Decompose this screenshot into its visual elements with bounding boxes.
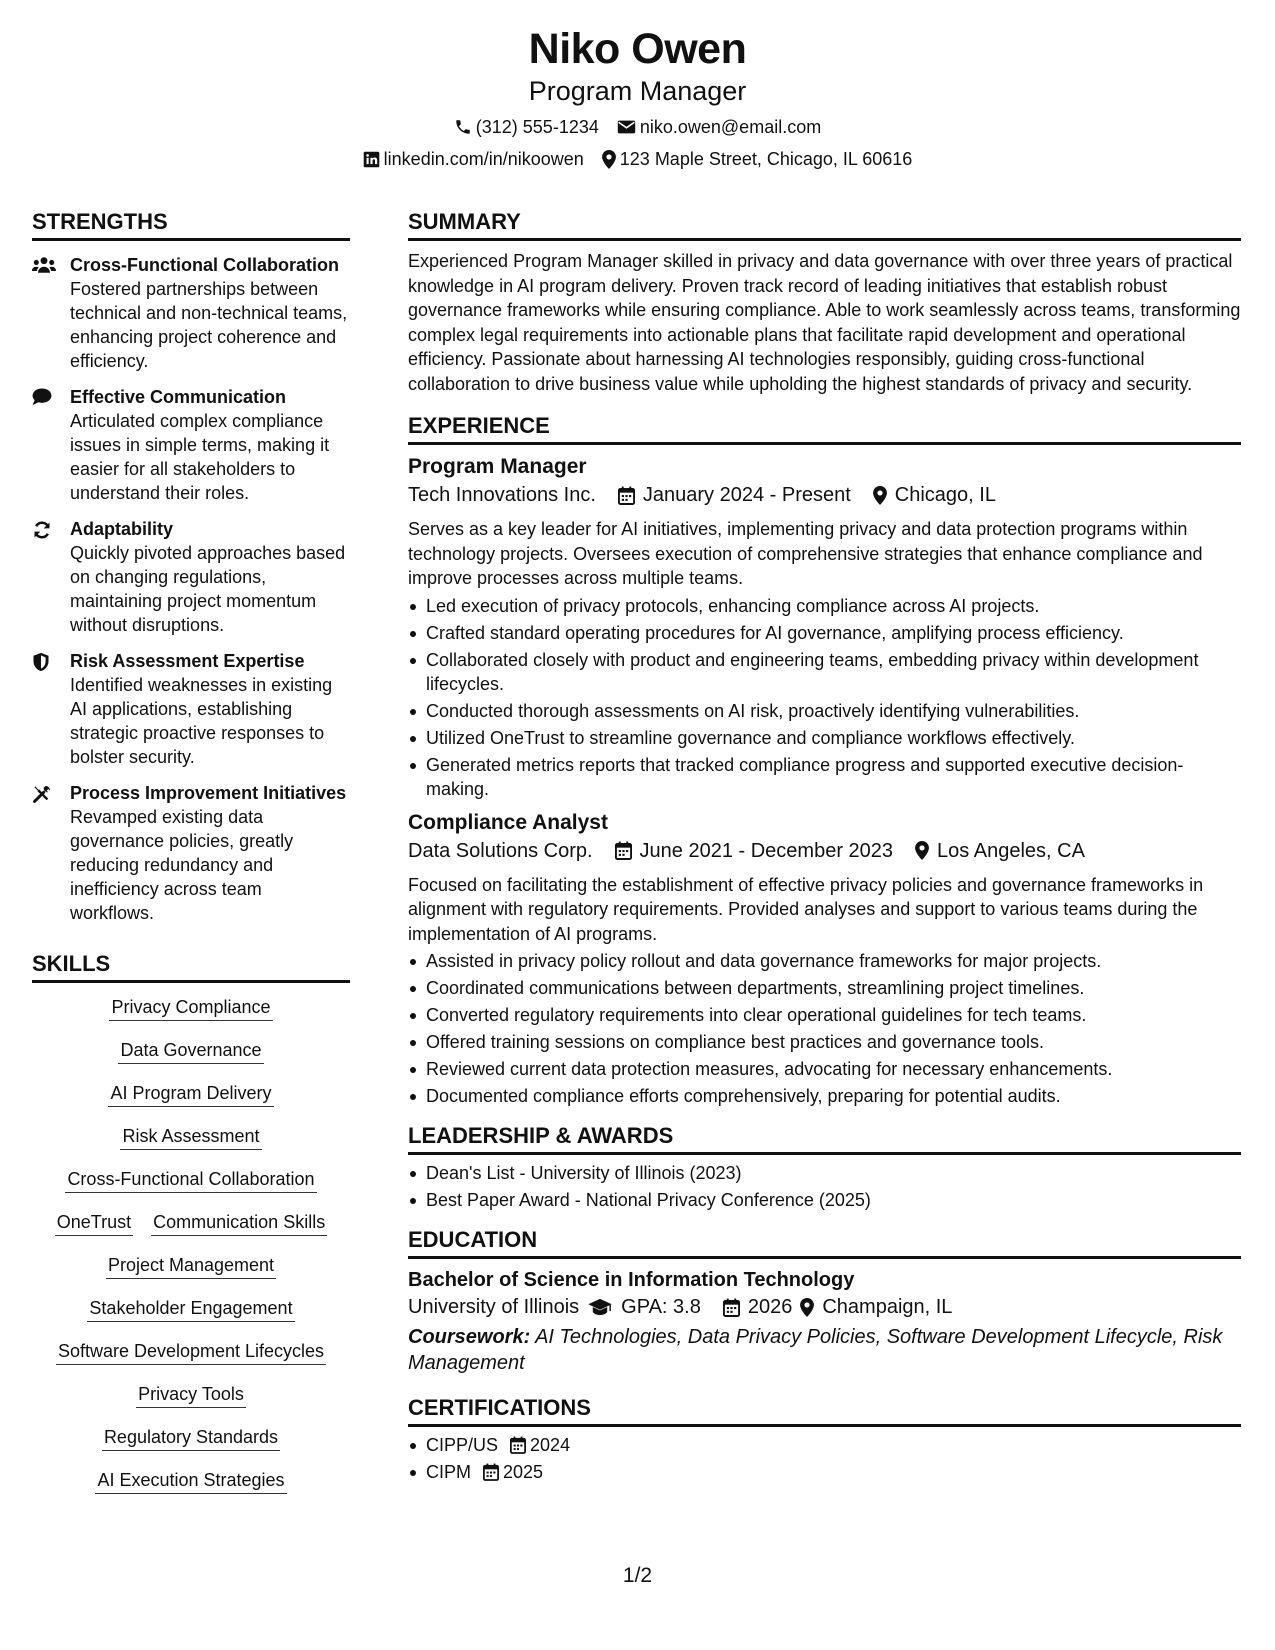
- contact-address: [602, 146, 913, 172]
- skill-tag: OneTrust: [55, 1210, 133, 1236]
- list-item: Reviewed current data protection measures, advocating for necessary enhancements.: [408, 1057, 1241, 1081]
- list-item: Documented compliance efforts comprehensively, preparing for potential audits.: [408, 1084, 1241, 1108]
- strength-title: Risk Assessment Expertise: [70, 651, 305, 671]
- job-company: Tech Innovations Inc.: [408, 484, 596, 506]
- skill-row: [118, 1038, 263, 1064]
- envelope-icon: [617, 119, 636, 135]
- job-dates: January 2024 - Present: [642, 484, 851, 506]
- linkedin-icon: [363, 151, 380, 168]
- skill-tag: Software Development Lifecycles: [56, 1339, 326, 1365]
- graduation-cap-icon: [587, 1298, 613, 1316]
- strength-desc: Revamped existing data governance policies, greatly reducing redundancy and inefficiency across team workflows.: [70, 807, 294, 923]
- page-number: 1/2: [622, 1564, 653, 1587]
- linkedin-text: linkedin.com/in/nikoowen: [383, 149, 584, 169]
- strength-item: [32, 649, 350, 769]
- gpa-text: GPA: 3.8: [621, 1296, 701, 1318]
- map-pin-icon: [873, 486, 887, 505]
- experience-title: EXPERIENCE: [408, 412, 1241, 445]
- summary-title: SUMMARY: [408, 208, 1241, 241]
- job-dates: June 2021 - December 2023: [639, 839, 894, 862]
- list-item: [408, 1460, 1241, 1484]
- skill-row: [102, 1425, 280, 1451]
- job-location: Los Angeles, CA: [937, 839, 1085, 862]
- skills-title: SKILLS: [32, 950, 350, 983]
- list-item: Generated metrics reports that tracked compliance progress and supported executive decision-making.: [408, 753, 1241, 801]
- skill-row: [55, 1210, 327, 1236]
- skill-row: [95, 1468, 286, 1494]
- strength-item: [32, 517, 350, 637]
- skill-tag: Stakeholder Engagement: [87, 1296, 294, 1322]
- strength-desc: Articulated complex compliance issues in simple terms, making it easier for all stakeholders to understand their roles.: [70, 411, 330, 503]
- candidate-name: Niko Owen: [528, 25, 747, 73]
- resume-header: [0, 22, 1275, 172]
- shield-icon: [32, 652, 50, 672]
- job-title: Program Manager: [408, 455, 587, 478]
- skill-row: [109, 995, 272, 1021]
- right-column: [408, 208, 1241, 1484]
- left-column: [32, 208, 350, 1511]
- strengths-title: STRENGTHS: [32, 208, 350, 241]
- school-location: Champaign, IL: [822, 1296, 953, 1318]
- list-item: Utilized OneTrust to streamline governance and compliance workflows effectively.: [408, 726, 1241, 750]
- degree-title: Bachelor of Science in Information Technology: [408, 1269, 855, 1291]
- skill-tag: Privacy Compliance: [109, 995, 272, 1021]
- phone-text: (312) 555-1234: [475, 117, 599, 137]
- job-company: Data Solutions Corp.: [408, 839, 593, 862]
- skill-row: [108, 1081, 273, 1107]
- skill-tag: Risk Assessment: [120, 1124, 261, 1150]
- calendar-icon: [723, 1298, 740, 1317]
- job-bullets: [408, 949, 1241, 1108]
- strength-title: Effective Communication: [70, 387, 287, 407]
- contact-linkedin[interactable]: [363, 146, 584, 172]
- skill-tag: Regulatory Standards: [102, 1425, 280, 1451]
- skill-tag: AI Execution Strategies: [95, 1468, 286, 1494]
- leadership-list: [408, 1161, 1241, 1212]
- job-title: Compliance Analyst: [408, 810, 608, 834]
- skill-tag: AI Program Delivery: [108, 1081, 273, 1107]
- contact-row-2: [0, 146, 1275, 172]
- graduation-year: 2026: [747, 1296, 793, 1318]
- speech-bubble-icon: [32, 388, 52, 406]
- cert-year: 2025: [503, 1462, 544, 1482]
- list-item: Dean's List - University of Illinois (2023): [408, 1161, 1241, 1185]
- list-item: Led execution of privacy protocols, enhancing compliance across AI projects.: [408, 594, 1241, 618]
- strength-title: Adaptability: [70, 519, 174, 539]
- job-bullets: [408, 594, 1241, 801]
- job-entry: [408, 453, 1241, 801]
- strength-item: [32, 253, 350, 373]
- skill-tag: Communication Skills: [151, 1210, 327, 1236]
- phone-icon: [454, 118, 472, 136]
- map-pin-icon: [800, 1298, 814, 1317]
- coursework-label: Coursework:: [408, 1326, 531, 1348]
- list-item: Assisted in privacy policy rollout and data governance frameworks for major projects.: [408, 949, 1241, 973]
- job-description: Serves as a key leader for AI initiatives, implementing privacy and data protection programs within technology projects. Oversees execution of comprehensive strategies that enhance compliance and improve processes across multiple teams.: [408, 519, 1203, 588]
- skill-tag: Privacy Tools: [136, 1382, 246, 1408]
- list-item: [408, 1433, 1241, 1457]
- skill-row: [87, 1296, 294, 1322]
- job-meta: [408, 837, 1241, 865]
- job-meta: [408, 481, 1241, 509]
- list-item: Collaborated closely with product and engineering teams, embedding privacy within development lifecycles.: [408, 648, 1241, 696]
- education-title: EDUCATION: [408, 1226, 1241, 1259]
- job-entry: [408, 809, 1241, 1109]
- tools-icon: [32, 784, 52, 804]
- school-name: University of Illinois: [408, 1296, 580, 1318]
- list-item: Conducted thorough assessments on AI risk, proactively identifying vulnerabilities.: [408, 699, 1241, 723]
- candidate-role: Program Manager: [528, 76, 747, 106]
- map-pin-icon: [602, 150, 616, 169]
- skills-list: [32, 995, 350, 1511]
- contact-email[interactable]: [617, 114, 821, 140]
- strength-item: [32, 385, 350, 505]
- calendar-icon: [483, 1463, 499, 1481]
- certifications-title: CERTIFICATIONS: [408, 1394, 1241, 1427]
- strength-title: Process Improvement Initiatives: [70, 783, 347, 803]
- contact-row-1: [0, 114, 1275, 140]
- skill-row: [65, 1167, 316, 1193]
- map-pin-icon: [915, 841, 929, 860]
- certifications-list: [408, 1433, 1241, 1484]
- coursework: [408, 1324, 1241, 1376]
- job-location: Chicago, IL: [894, 484, 996, 506]
- skill-row: [106, 1253, 276, 1279]
- calendar-icon: [510, 1436, 526, 1454]
- email-text: niko.owen@email.com: [639, 117, 822, 137]
- skill-row: [136, 1382, 246, 1408]
- cert-name: CIPM: [426, 1462, 471, 1482]
- strength-desc: Identified weaknesses in existing AI applications, establishing strategic proactive responses to bolster security.: [70, 675, 333, 767]
- skill-tag: Project Management: [106, 1253, 276, 1279]
- skill-tag: Cross-Functional Collaboration: [65, 1167, 316, 1193]
- list-item: Crafted standard operating procedures for AI governance, amplifying process efficiency.: [408, 621, 1241, 645]
- address-text: 123 Maple Street, Chicago, IL 60616: [619, 149, 913, 169]
- summary-text: Experienced Program Manager skilled in privacy and data governance with over three years of practical knowledge in AI program delivery. Proven track record of leading initiatives that establish robust governance frameworks while ensuring compliance. Able to work seamlessly across teams, transforming complex legal requirements into actionable plans that facilitate rapid development and operational efficiency. Passionate about harnessing AI technologies responsibly, guiding cross-functional collaboration to drive business value while upholding the highest standards of privacy and security.: [408, 251, 1241, 394]
- cert-name: CIPP/US: [426, 1435, 499, 1455]
- leadership-title: LEADERSHIP & AWARDS: [408, 1122, 1241, 1155]
- list-item: Converted regulatory requirements into clear operational guidelines for tech teams.: [408, 1003, 1241, 1027]
- education-meta: [408, 1293, 1241, 1321]
- job-description: Focused on facilitating the establishment of effective privacy policies and governance frameworks in alignment with regulatory requirements. Provided analyses and support to various teams during the implementation of AI programs.: [408, 874, 1204, 944]
- strength-desc: Fostered partnerships between technical and non-technical teams, enhancing project coherence and efficiency.: [70, 279, 348, 371]
- users-icon: [32, 256, 56, 274]
- calendar-icon: [615, 841, 632, 860]
- coursework-list: AI Technologies, Data Privacy Policies, Software Development Lifecycle, Risk Management: [408, 1326, 1223, 1374]
- list-item: Best Paper Award - National Privacy Conference (2025): [408, 1188, 1241, 1212]
- cert-year: 2024: [530, 1435, 571, 1455]
- strength-item: [32, 781, 350, 925]
- strength-title: Cross-Functional Collaboration: [70, 255, 340, 275]
- calendar-icon: [618, 486, 635, 505]
- contact-phone: [454, 114, 599, 140]
- list-item: Coordinated communications between departments, streamlining project timelines.: [408, 976, 1241, 1000]
- skill-row: [56, 1339, 326, 1365]
- skill-tag: Data Governance: [118, 1038, 263, 1064]
- sync-icon: [32, 520, 52, 540]
- skill-row: [120, 1124, 261, 1150]
- strength-desc: Quickly pivoted approaches based on changing regulations, maintaining project momentum without disruptions.: [70, 543, 346, 635]
- list-item: Offered training sessions on compliance best practices and governance tools.: [408, 1030, 1241, 1054]
